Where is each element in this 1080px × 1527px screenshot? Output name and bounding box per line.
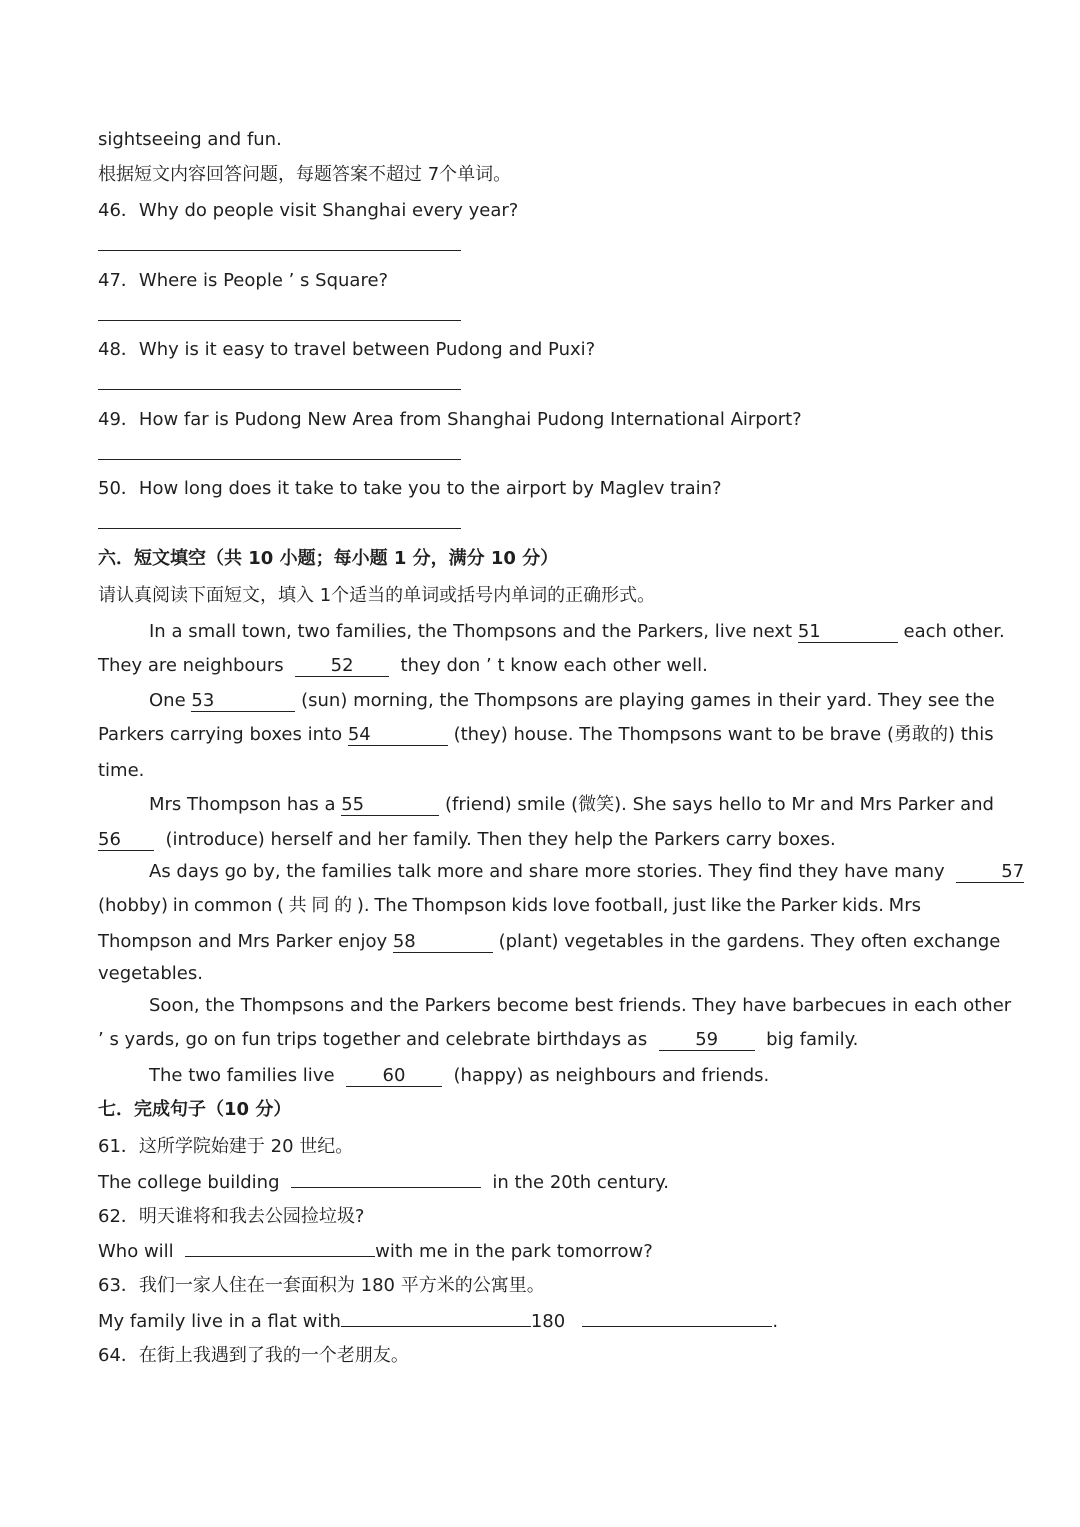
answer-line-49[interactable] <box>98 459 461 460</box>
blank-63a[interactable] <box>341 1326 531 1327</box>
blank-56[interactable]: 56 <box>98 830 154 851</box>
answer-line-47[interactable] <box>98 320 461 321</box>
question-62: 62．明天谁将和我去公园捡垃圾? <box>98 1206 365 1227</box>
passage-end-text: sightseeing and fun. <box>98 129 282 150</box>
passage-line-6: Mrs Thompson has a 55 (friend) smile (微笑). She says hello to Mr and Mrs Parker and <box>149 794 994 815</box>
answer-line-46[interactable] <box>98 250 461 251</box>
question-50: 50．How long does it take to take you to the airport by Maglev train? <box>98 478 722 499</box>
question-49: 49．How far is Pudong New Area from Shanghai Pudong International Airport? <box>98 409 802 430</box>
blank-54[interactable]: 54 <box>348 725 448 746</box>
section-6-title: 六．短文填空（共 10 小题；每小题 1 分，满分 10 分） <box>98 548 559 569</box>
passage-line-8: As days go by, the families talk more and share more stories. They find they have many 57 <box>149 861 1025 882</box>
blank-60[interactable]: 60 <box>346 1066 442 1087</box>
blank-51[interactable]: 51 <box>798 622 898 643</box>
section-6-instruction: 请认真阅读下面短文，填入 1个适当的单词或括号内单词的正确形式。 <box>98 585 656 606</box>
passage-line-5: time. <box>98 760 145 781</box>
section-7-title: 七．完成句子（10 分） <box>98 1099 292 1120</box>
passage-line-9: (hobby) in common ( 共 同 的 ). The Thompson kids love football, just like the Parker kids. Mrs <box>98 895 921 916</box>
question-47: 47．Where is People ’ s Square? <box>98 270 389 291</box>
answer-line-48[interactable] <box>98 389 461 390</box>
reading-instruction: 根据短文内容回答问题，每题答案不超过 7个单词。 <box>98 164 512 185</box>
passage-line-7: 56 (introduce) herself and her family. Then they help the Parkers carry boxes. <box>98 829 836 850</box>
passage-line-1: In a small town, two families, the Thompsons and the Parkers, live next 51 each other. <box>149 621 1005 642</box>
passage-line-13: ’ s yards, go on fun trips together and celebrate birthdays as 59 big family. <box>98 1029 859 1050</box>
answer-line-50[interactable] <box>98 528 461 529</box>
blank-59[interactable]: 59 <box>659 1030 755 1051</box>
passage-line-2: They are neighbours 52 they don ’ t know each other well. <box>98 655 708 676</box>
question-64: 64．在街上我遇到了我的一个老朋友。 <box>98 1345 409 1366</box>
sentence-63: My family live in a flat with 180 . <box>98 1311 779 1332</box>
blank-57[interactable]: 57 <box>956 862 1024 883</box>
question-61: 61．这所学院始建于 20 世纪。 <box>98 1136 354 1157</box>
blank-53[interactable]: 53 <box>191 691 295 712</box>
sentence-62: Who will with me in the park tomorrow? <box>98 1241 653 1262</box>
question-46: 46．Why do people visit Shanghai every year? <box>98 200 519 221</box>
question-48: 48．Why is it easy to travel between Pudong and Puxi? <box>98 339 596 360</box>
passage-line-11: vegetables. <box>98 963 203 984</box>
blank-62[interactable] <box>185 1256 375 1257</box>
blank-61[interactable] <box>291 1187 481 1188</box>
passage-line-10: Thompson and Mrs Parker enjoy 58 (plant) vegetables in the gardens. They often exchange <box>98 931 1001 952</box>
blank-52[interactable]: 52 <box>295 656 389 677</box>
blank-63b[interactable] <box>582 1326 772 1327</box>
passage-line-14: The two families live 60 (happy) as neighbours and friends. <box>149 1065 770 1086</box>
blank-58[interactable]: 58 <box>393 932 493 953</box>
question-63: 63．我们一家人住在一套面积为 180 平方米的公寓里。 <box>98 1275 545 1296</box>
sentence-61: The college building in the 20th century. <box>98 1172 669 1193</box>
passage-line-3: One 53 (sun) morning, the Thompsons are playing games in their yard. They see the <box>149 690 995 711</box>
blank-55[interactable]: 55 <box>341 795 439 816</box>
passage-line-12: Soon, the Thompsons and the Parkers become best friends. They have barbecues in each other <box>149 995 1012 1016</box>
passage-line-4: Parkers carrying boxes into 54 (they) house. The Thompsons want to be brave (勇敢的) this <box>98 724 994 745</box>
